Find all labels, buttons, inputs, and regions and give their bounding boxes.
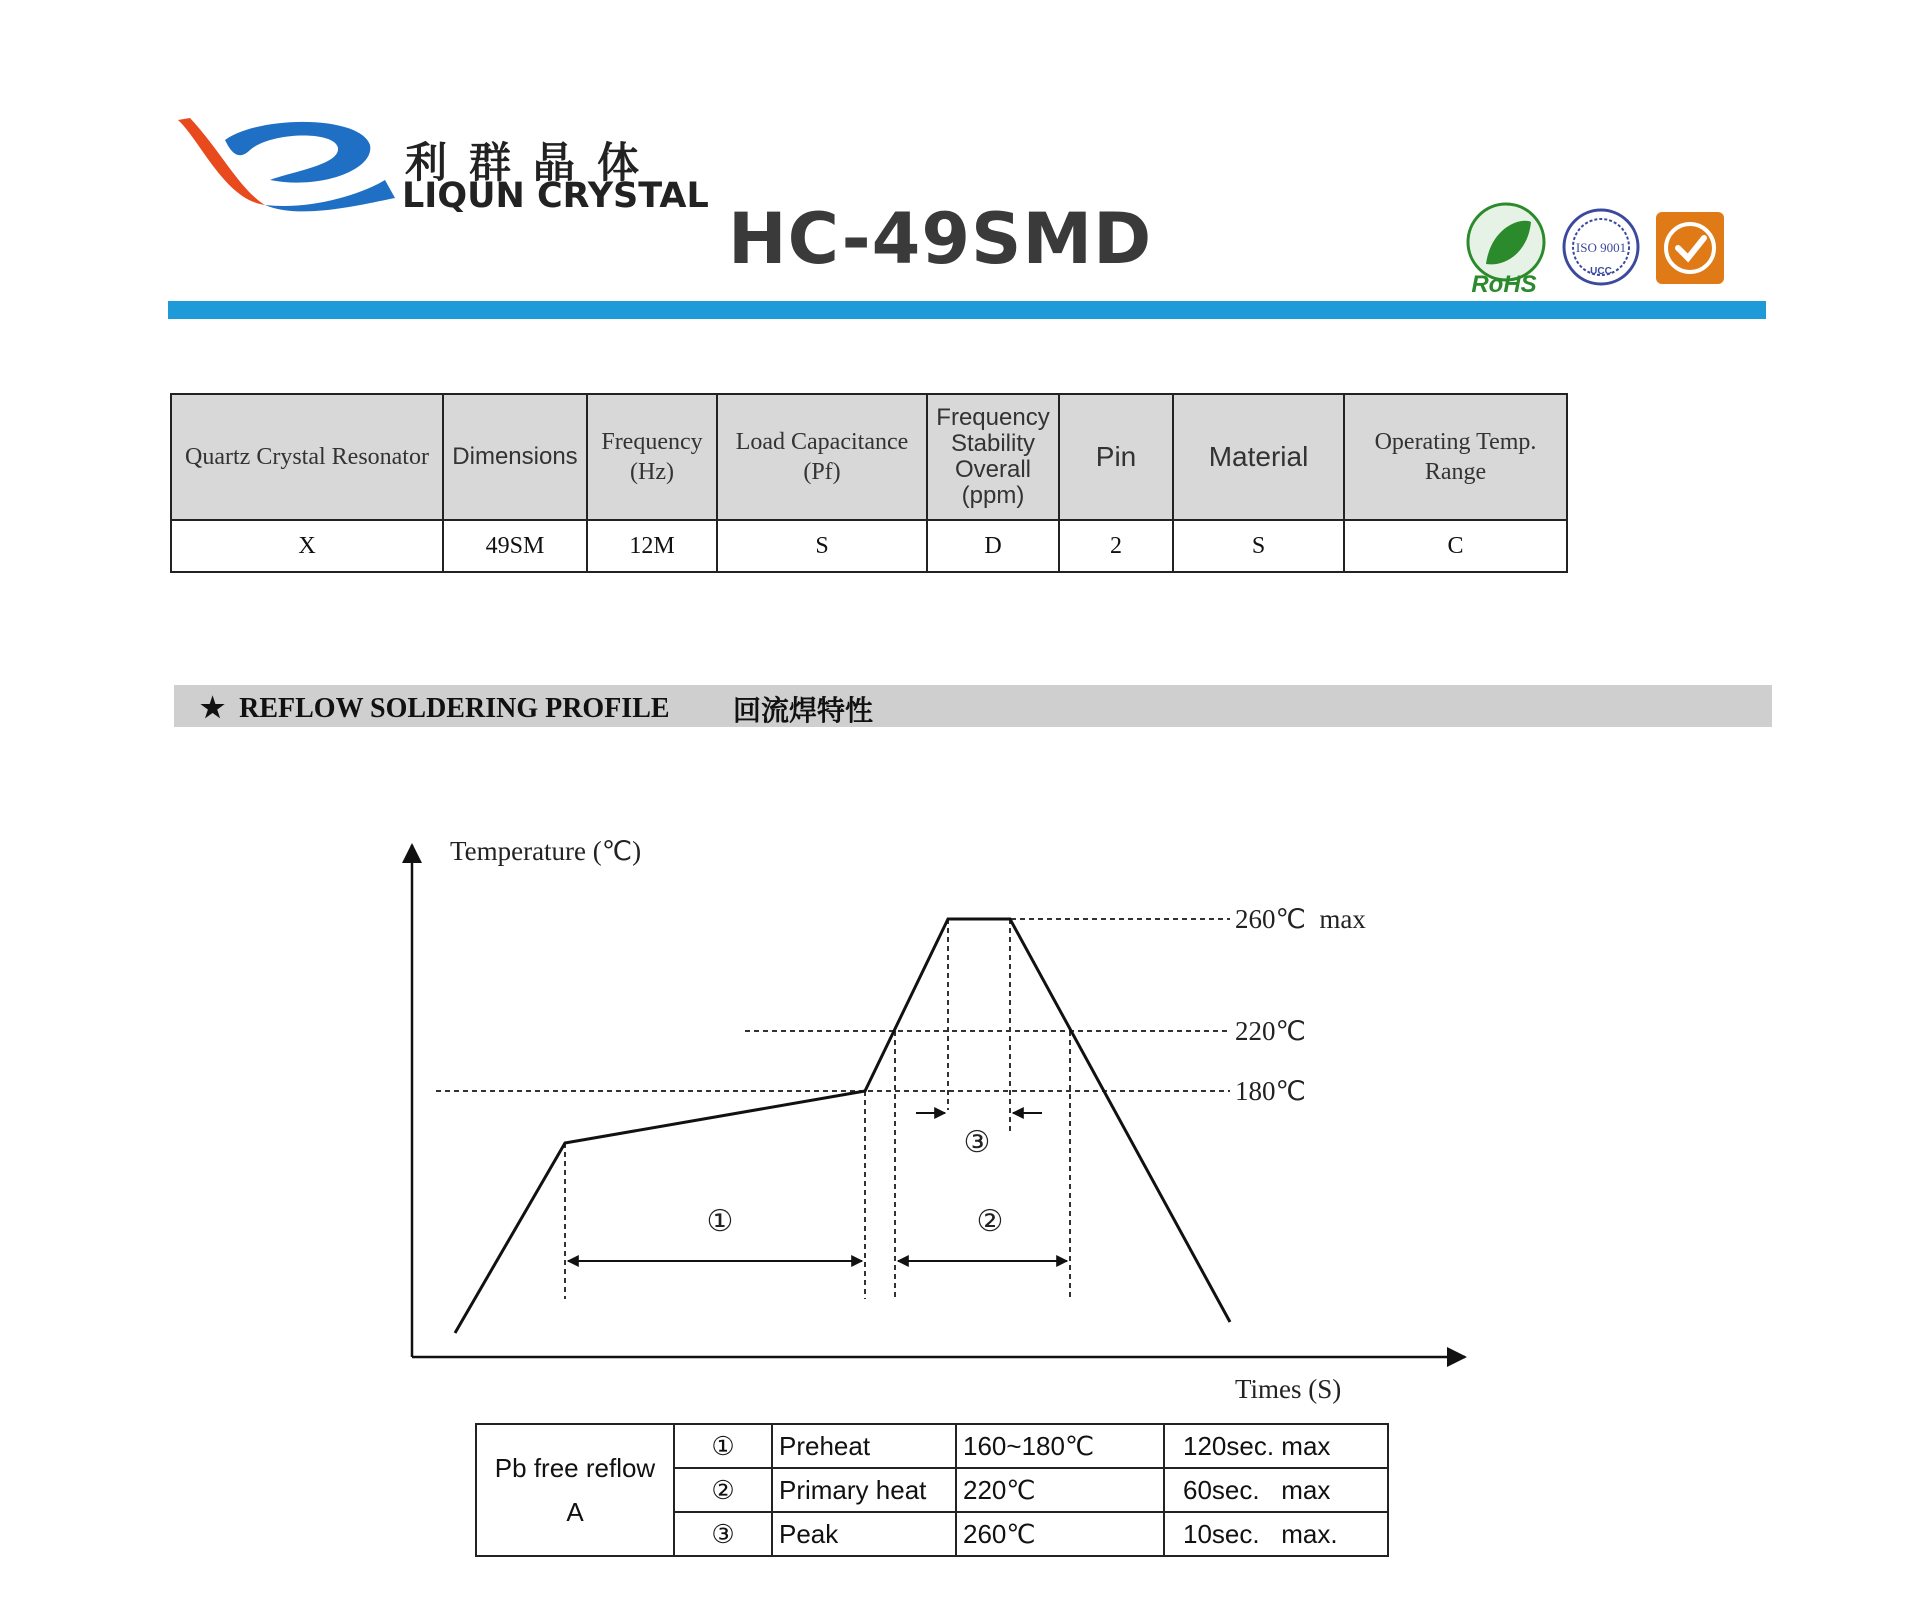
table-row — [476, 1424, 1388, 1468]
level-220-label: 220℃ — [1235, 1016, 1306, 1046]
x-axis-label: Times (S) — [1235, 1374, 1342, 1404]
part-number-spec-table — [170, 393, 1568, 573]
y-axis-label: Temperature (℃) — [450, 836, 642, 866]
header-frequency-stability: Frequency Stability Overall (ppm) — [927, 394, 1059, 520]
spec-value-row — [171, 520, 1567, 572]
iso-seal-icon — [1564, 210, 1638, 284]
quality-check-badge-icon — [1656, 212, 1724, 284]
spec-header-row — [171, 394, 1567, 520]
stage-name: Peak — [772, 1512, 956, 1556]
rohs-leaf-icon — [1468, 204, 1544, 294]
brand-name-chinese: 利群晶体 — [405, 138, 662, 187]
model-title: HC-49SMD — [728, 198, 1153, 280]
header-divider — [168, 301, 1766, 319]
value-pin: 2 — [1059, 520, 1173, 572]
reflow-group-label — [476, 1424, 674, 1556]
reflow-conditions-table — [475, 1423, 1389, 1557]
liqun-logo-icon — [170, 110, 400, 230]
star-icon: ★ — [200, 693, 226, 724]
reflow-profile-chart — [400, 825, 1500, 1415]
stage-time: 10sec. max. — [1164, 1512, 1388, 1556]
section-title-text: REFLOW SOLDERING PROFILE — [239, 693, 670, 724]
iso-label: ISO 9001 — [1575, 240, 1627, 255]
header-dimensions: Dimensions — [443, 394, 587, 520]
value-material: S — [1173, 520, 1344, 572]
level-180-label: 180℃ — [1235, 1076, 1306, 1106]
header-quartz-crystal-resonator: Quartz Crystal Resonator — [171, 394, 443, 520]
rohs-label: RoHS — [1471, 271, 1537, 294]
stage-name: Preheat — [772, 1424, 956, 1468]
stage-name: Primary heat — [772, 1468, 956, 1512]
zone-2-marker: ② — [976, 1205, 1004, 1238]
reflow-group-label-line1: Pb free reflow — [494, 1453, 656, 1483]
value-dimensions: 49SM — [443, 520, 587, 572]
zone-3-marker: ③ — [963, 1126, 991, 1159]
stage-time: 120sec. max — [1164, 1424, 1388, 1468]
stage-marker: ① — [674, 1424, 772, 1468]
header-frequency: Frequency (Hz) — [587, 394, 717, 520]
stage-time: 60sec. max — [1164, 1468, 1388, 1512]
value-frequency: 12M — [587, 520, 717, 572]
temperature-profile-line — [455, 919, 1230, 1333]
certification-badges — [1466, 202, 1726, 294]
stage-temperature: 260℃ — [956, 1512, 1164, 1556]
stage-marker: ② — [674, 1468, 772, 1512]
header-pin: Pin — [1059, 394, 1173, 520]
value-operating-temp-range: C — [1344, 520, 1567, 572]
header-operating-temp-range: Operating Temp. Range — [1344, 394, 1567, 520]
iso-sublabel: UCC — [1590, 266, 1612, 277]
section-title-chinese: 回流焊特性 — [733, 694, 874, 727]
value-load-capacitance: S — [717, 520, 927, 572]
zone-1-marker: ① — [706, 1205, 734, 1238]
stage-temperature: 220℃ — [956, 1468, 1164, 1512]
brand-name-english: LIQUN CRYSTAL — [402, 176, 709, 216]
section-title — [200, 691, 670, 725]
level-260-label: 260℃ max — [1235, 904, 1366, 934]
header-load-capacitance: Load Capacitance (Pf) — [717, 394, 927, 520]
stage-temperature: 160~180℃ — [956, 1424, 1164, 1468]
stage-marker: ③ — [674, 1512, 772, 1556]
value-frequency-stability: D — [927, 520, 1059, 572]
reflow-group-label-line2: A — [566, 1497, 584, 1527]
value-quartz-crystal-resonator: X — [171, 520, 443, 572]
header-material: Material — [1173, 394, 1344, 520]
